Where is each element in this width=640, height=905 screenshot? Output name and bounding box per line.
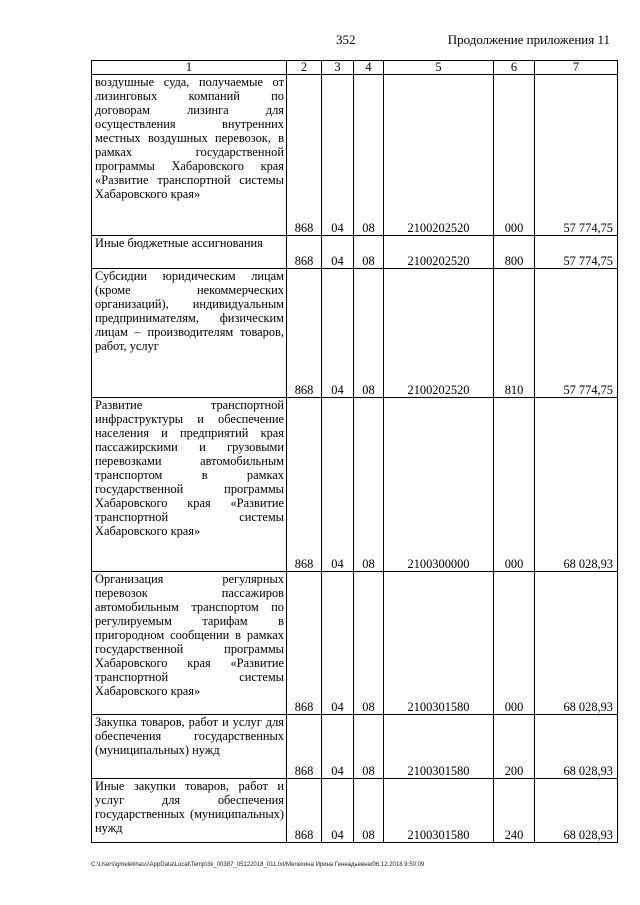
cell-expense-type: 240 bbox=[494, 779, 535, 843]
cell-expense-type: 810 bbox=[494, 269, 535, 398]
cell-amount: 57 774,75 bbox=[535, 236, 618, 269]
cell-expense-type: 000 bbox=[494, 572, 535, 715]
cell-target-article: 2100300000 bbox=[384, 398, 494, 572]
cell-section: 04 bbox=[322, 572, 354, 715]
row-name: Субсидии юридическим лицам (кроме некоммерческих организаций), индивидуальным предпринимателям, физическим лицам – производителям товаров, работ, услуг bbox=[92, 269, 287, 398]
cell-target-article: 2100301580 bbox=[384, 779, 494, 843]
cell-amount: 68 028,93 bbox=[535, 779, 618, 843]
budget-table bbox=[91, 60, 618, 843]
cell-subsection: 08 bbox=[354, 75, 384, 236]
column-header: 6 bbox=[494, 61, 535, 75]
column-header: 2 bbox=[287, 61, 322, 75]
cell-ministry-code: 868 bbox=[287, 715, 322, 779]
cell-target-article: 2100301580 bbox=[384, 715, 494, 779]
cell-section: 04 bbox=[322, 715, 354, 779]
cell-target-article: 2100202520 bbox=[384, 75, 494, 236]
table-row bbox=[92, 269, 618, 398]
cell-ministry-code: 868 bbox=[287, 398, 322, 572]
cell-expense-type: 800 bbox=[494, 236, 535, 269]
cell-section: 04 bbox=[322, 269, 354, 398]
cell-section: 04 bbox=[322, 236, 354, 269]
cell-ministry-code: 868 bbox=[287, 572, 322, 715]
table-row bbox=[92, 572, 618, 715]
column-header: 3 bbox=[322, 61, 354, 75]
table-row bbox=[92, 236, 618, 269]
cell-target-article: 2100301580 bbox=[384, 572, 494, 715]
file-path-footer: C:\Users\gmelekhass\AppData\Local\Temp\3k_00387_05122018_011.txt/Мелехина Ирина Геннадьевна/06.12.2018 9:50:09 bbox=[91, 862, 425, 868]
cell-expense-type: 000 bbox=[494, 75, 535, 236]
row-name: Организация регулярных перевозок пассажиров автомобильным транспортом по регулируемым тарифам в пригородном сообщении в рамках государственной программы Хабаровского края «Развитие транспортной системы Хабаровского края» bbox=[92, 572, 287, 715]
column-header: 1 bbox=[92, 61, 287, 75]
cell-section: 04 bbox=[322, 779, 354, 843]
row-name: Иные бюджетные ассигнования bbox=[92, 236, 287, 269]
page-number: 352 bbox=[336, 32, 356, 47]
cell-ministry-code: 868 bbox=[287, 236, 322, 269]
cell-subsection: 08 bbox=[354, 779, 384, 843]
table-row bbox=[92, 779, 618, 843]
cell-amount: 57 774,75 bbox=[535, 269, 618, 398]
cell-subsection: 08 bbox=[354, 572, 384, 715]
appendix-continuation-note: Продолжение приложения 11 bbox=[447, 32, 610, 47]
cell-expense-type: 000 bbox=[494, 398, 535, 572]
cell-ministry-code: 868 bbox=[287, 269, 322, 398]
column-header: 5 bbox=[384, 61, 494, 75]
table-row bbox=[92, 398, 618, 572]
cell-section: 04 bbox=[322, 75, 354, 236]
cell-amount: 68 028,93 bbox=[535, 398, 618, 572]
cell-subsection: 08 bbox=[354, 398, 384, 572]
cell-subsection: 08 bbox=[354, 715, 384, 779]
cell-amount: 68 028,93 bbox=[535, 715, 618, 779]
cell-expense-type: 200 bbox=[494, 715, 535, 779]
cell-ministry-code: 868 bbox=[287, 779, 322, 843]
cell-subsection: 08 bbox=[354, 236, 384, 269]
cell-target-article: 2100202520 bbox=[384, 236, 494, 269]
column-header: 7 bbox=[535, 61, 618, 75]
cell-amount: 57 774,75 bbox=[535, 75, 618, 236]
row-name: Иные закупки товаров, работ и услуг для обеспечения государственных (муниципальных) нужд bbox=[92, 779, 287, 843]
column-header: 4 bbox=[354, 61, 384, 75]
cell-subsection: 08 bbox=[354, 269, 384, 398]
row-name: воздушные суда, получаемые от лизинговых компаний по договорам лизинга для осуществления внутренних местных воздушных перевозок, в рамках государственной программы Хабаровского края «Развитие транспортной системы Хабаровского края» bbox=[92, 75, 287, 236]
table-row bbox=[92, 75, 618, 236]
cell-ministry-code: 868 bbox=[287, 75, 322, 236]
cell-amount: 68 028,93 bbox=[535, 572, 618, 715]
row-name: Развитие транспортной инфраструктуры и обеспечение населения и предприятий края пассажирскими и грузовыми перевозками автомобильным транспортом в рамках государственной программы Хабаровского края «Развитие транспортной системы Хабаровского края» bbox=[92, 398, 287, 572]
row-name: Закупка товаров, работ и услуг для обеспечения государственных (муниципальных) нужд bbox=[92, 715, 287, 779]
table-row bbox=[92, 715, 618, 779]
table-header-row bbox=[92, 61, 618, 75]
cell-section: 04 bbox=[322, 398, 354, 572]
cell-target-article: 2100202520 bbox=[384, 269, 494, 398]
